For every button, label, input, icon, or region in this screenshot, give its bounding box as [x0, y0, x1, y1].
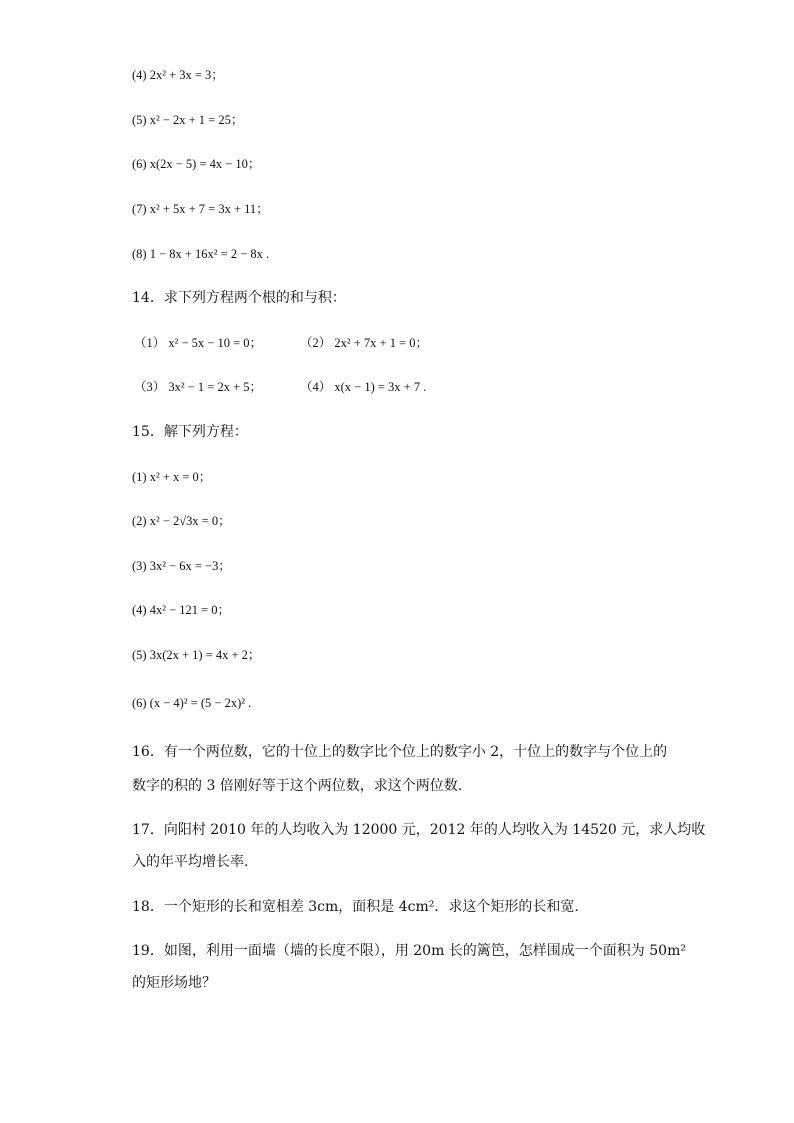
equation-6: (6) x(2x − 5) = 4x − 10；: [132, 157, 261, 171]
equation-8: (8) 1 − 8x + 16x² = 2 − 8x .: [132, 247, 270, 261]
question-15-title: 15．解下列方程：: [132, 424, 248, 440]
question-14-part-1: （1） x² − 5x − 10 = 0；: [134, 336, 263, 350]
question-19-line-2: 的矩形场地？: [132, 975, 216, 991]
question-15-part-3: (3) 3x² − 6x = −3；: [132, 559, 231, 573]
question-14-title: 14．求下列方程两个根的和与积：: [132, 290, 346, 306]
question-18: 18．一个矩形的长和宽相差 3cm，面积是 4cm²．求这个矩形的长和宽.: [132, 899, 579, 915]
equation-5: (5) x² − 2x + 1 = 25；: [132, 113, 244, 127]
question-15-part-5: (5) 3x(2x + 1) = 4x + 2；: [132, 648, 261, 662]
question-15-part-6: (6) (x − 4)² = (5 − 2x)² .: [132, 696, 252, 710]
question-16-line-1: 16．有一个两位数，它的十位上的数字比个位上的数字小 2，十位上的数字与个位上的: [132, 744, 668, 760]
question-14-part-2: （2） 2x² + 7x + 1 = 0；: [300, 336, 429, 350]
question-15-part-1: (1) x² + x = 0；: [132, 470, 212, 484]
question-19-line-1: 19．如图，利用一面墙（墙的长度不限），用 20m 长的篱笆，怎样围成一个面积为 50m²: [132, 943, 686, 959]
question-15-part-2: (2) x² − 2√3x = 0；: [132, 514, 231, 528]
equation-7: (7) x² + 5x + 7 = 3x + 11；: [132, 202, 269, 216]
question-15-part-4: (4) 4x² − 121 = 0；: [132, 603, 231, 617]
equation-4: (4) 2x² + 3x = 3；: [132, 68, 224, 82]
question-14-part-3: （3） 3x² − 1 = 2x + 5；: [134, 380, 263, 394]
question-17-line-2: 入的年平均增长率.: [132, 854, 249, 870]
question-14-part-4: （4） x(x − 1) = 3x + 7 .: [300, 380, 427, 394]
question-17-line-1: 17．向阳村 2010 年的人均收入为 12000 元，2012 年的人均收入为 14520 元，求人均收: [132, 822, 706, 838]
question-16-line-2: 数字的积的 3 倍刚好等于这个两位数，求这个两位数.: [132, 778, 463, 794]
